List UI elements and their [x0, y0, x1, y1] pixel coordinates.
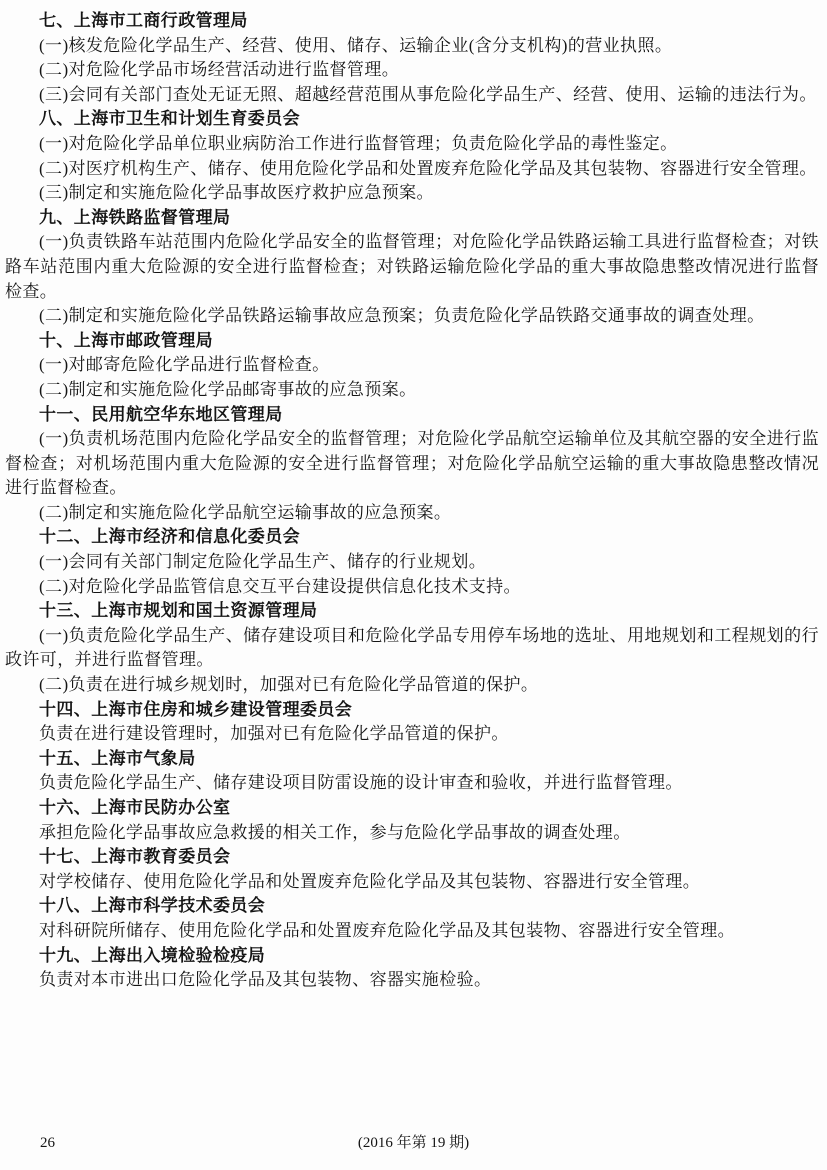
- section-paragraph: (一)会同有关部门制定危险化学品生产、储存的行业规划。: [39, 552, 487, 572]
- section-heading: 十四、上海市住房和城乡建设管理委员会: [39, 699, 353, 719]
- section-heading: 七、上海市工商行政管理局: [39, 11, 248, 30]
- page-footer: [0, 1132, 827, 1154]
- section-13-guihua: [5, 599, 819, 697]
- section-paragraph: (二)制定和实施危险化学品航空运输事故的应急预案。: [39, 502, 452, 522]
- page-number: 26: [40, 1135, 55, 1151]
- section-paragraph: 对科研院所储存、使用危险化学品和处置废弃危险化学品及其包装物、容器进行安全管理。: [39, 920, 735, 940]
- section-heading: 十二、上海市经济和信息化委员会: [39, 527, 300, 547]
- section-12-jingxinwei: [5, 525, 819, 599]
- section-paragraph: (一)对邮寄危险化学品进行监督检查。: [39, 355, 330, 375]
- section-19-jianyan: [5, 944, 819, 993]
- section-heading: 十六、上海市民防办公室: [39, 798, 231, 817]
- section-7-gongshang: [5, 9, 819, 107]
- section-paragraph: 对学校储存、使用危险化学品和处置废弃危险化学品及其包装物、容器进行安全管理。: [39, 871, 701, 891]
- section-heading: 十九、上海出入境检验检疫局: [39, 945, 266, 965]
- section-paragraph: (一)负责危险化学品生产、储存建设项目和危险化学品专用停车场地的选址、用地规划和工程规划的行政许可，并进行监督管理。: [5, 625, 819, 670]
- section-paragraph: (三)制定和实施危险化学品事故医疗救护应急预案。: [39, 183, 434, 203]
- section-heading: 十七、上海市教育委员会: [39, 847, 231, 867]
- section-heading: 八、上海市卫生和计划生育委员会: [39, 109, 300, 129]
- section-paragraph: 负责对本市进出口危险化学品及其包装物、容器实施检验。: [39, 970, 492, 990]
- section-heading: 十一、民用航空华东地区管理局: [39, 404, 283, 424]
- section-paragraph: (二)制定和实施危险化学品邮寄事故的应急预案。: [39, 379, 417, 399]
- section-paragraph: 承担危险化学品事故应急救援的相关工作，参与危险化学品事故的调查处理。: [39, 822, 631, 842]
- section-paragraph: (三)会同有关部门查处无证无照、超越经营范围从事危险化学品生产、经营、使用、运输的违法行为。: [39, 84, 817, 104]
- section-9-tielu: [5, 206, 819, 329]
- section-heading: 十五、上海市气象局: [39, 748, 196, 768]
- section-14-zhujian: [5, 698, 819, 747]
- section-paragraph: 负责危险化学品生产、储存建设项目防雷设施的设计审查和验收，并进行监督管理。: [39, 773, 683, 793]
- section-paragraph: 负责在进行建设管理时，加强对已有危险化学品管道的保护。: [39, 724, 509, 744]
- document-body: [5, 9, 819, 993]
- section-8-weisheng: [5, 107, 819, 205]
- section-paragraph: (二)对危险化学品监管信息交互平台建设提供信息化技术支持。: [39, 576, 521, 596]
- section-17-jiaoyu: [5, 845, 819, 894]
- section-paragraph: (一)负责铁路车站范围内危险化学品安全的监督管理；对危险化学品铁路运输工具进行监督检查；对铁路车站范围内重大危险源的安全进行监督检查；对铁路运输危险化学品的重大事故隐患整改情况进行监督检查。: [5, 232, 819, 301]
- section-paragraph: (一)对危险化学品单位职业病防治工作进行监督管理；负责危险化学品的毒性鉴定。: [39, 133, 678, 153]
- section-16-minfang: [5, 796, 819, 845]
- section-paragraph: (一)负责机场范围内危险化学品安全的监督管理；对危险化学品航空运输单位及其航空器的安全进行监督检查；对机场范围内重大危险源的安全进行监督管理；对危险化学品航空运输的重大事故隐患整改情况进行监督检查。: [5, 429, 819, 498]
- section-paragraph: (二)对医疗机构生产、储存、使用危险化学品和处置废弃危险化学品及其包装物、容器进行安全管理。: [39, 158, 817, 178]
- issue-label: (2016 年第 19 期): [357, 1135, 470, 1151]
- section-18-keji: [5, 894, 819, 943]
- section-heading: 十、上海市邮政管理局: [39, 330, 213, 350]
- section-11-minhang: [5, 403, 819, 526]
- section-heading: 十三、上海市规划和国土资源管理局: [39, 601, 318, 621]
- section-paragraph: (二)负责在进行城乡规划时，加强对已有危险化学品管道的保护。: [39, 675, 539, 695]
- section-heading: 九、上海铁路监督管理局: [39, 207, 231, 227]
- section-15-qixiang: [5, 747, 819, 796]
- section-paragraph: (一)核发危险化学品生产、经营、使用、储存、运输企业(含分支机构)的营业执照。: [39, 35, 673, 55]
- section-heading: 十八、上海市科学技术委员会: [39, 896, 266, 916]
- section-10-youzheng: [5, 329, 819, 403]
- section-paragraph: (二)对危险化学品市场经营活动进行监督管理。: [39, 60, 400, 80]
- section-paragraph: (二)制定和实施危险化学品铁路运输事故应急预案；负责危险化学品铁路交通事故的调查处理。: [39, 306, 765, 326]
